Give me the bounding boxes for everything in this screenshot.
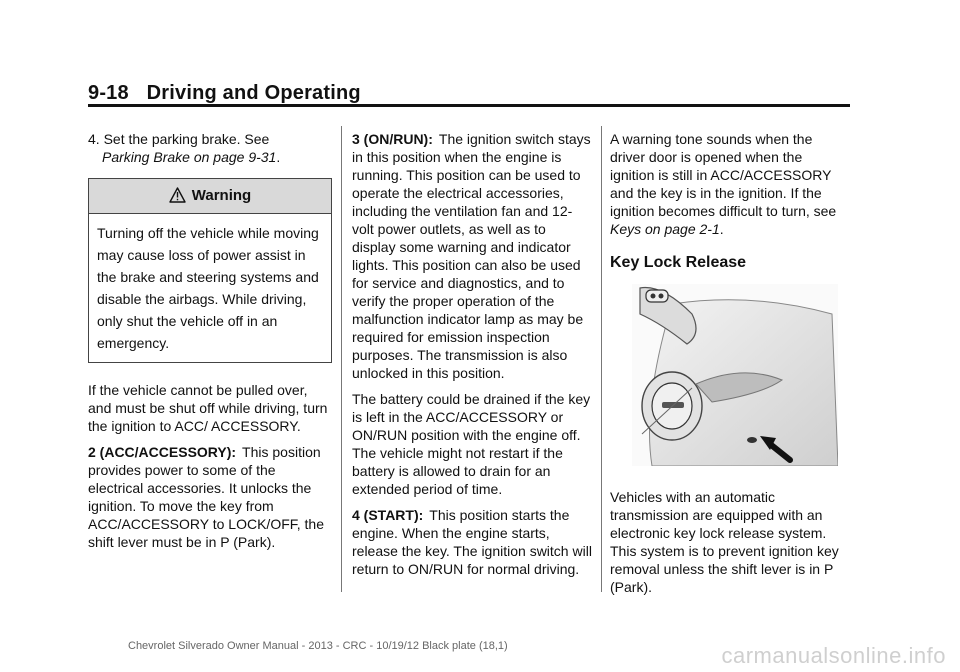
- watermark: carmanualsonline.info: [721, 643, 946, 668]
- page-footer: Chevrolet Silverado Owner Manual - 2013 - CRC - 10/19/12 Black plate (18,1): [128, 640, 508, 652]
- step-4: [88, 130, 332, 166]
- acc-paragraph: [88, 443, 332, 551]
- on-run-paragraph: [352, 130, 592, 382]
- header-rule: [88, 104, 850, 107]
- section-title: Driving and Operating: [146, 82, 361, 104]
- warning-box: [88, 178, 332, 363]
- column-divider: [601, 126, 602, 592]
- step-4-end: .: [276, 149, 281, 165]
- key-lock-release-paragraph: Vehicles with an automatic transmission are equipped with an electronic key lock release system. This system is to prevent ignition key removal unless the shift lever is in P (Park).: [610, 489, 839, 595]
- pull-over-paragraph: If the vehicle cannot be pulled over, and must be shut off while driving, turn the ignition to ACC/ ACCESSORY.: [88, 382, 328, 434]
- acc-term: 2 (ACC/ACCESSORY):: [88, 444, 237, 460]
- on-run-text: The ignition switch stays in this position when the engine is running. This position can be used to operate the electrical accessories, including the ventilation fan and 12-volt power outlets, as well as to display some warning and indicator lights. This position can also be used for service and diagnostics, and to verify the proper operation of the malfunction indicator lamp as may be required for emission inspection purposes. The transmission is also unlocked in this position.: [352, 131, 591, 381]
- column-divider: [341, 126, 342, 592]
- keys-link[interactable]: Keys on page 2-1: [610, 221, 720, 237]
- column-3: [610, 130, 850, 604]
- parking-brake-link[interactable]: Parking Brake on page 9-31: [102, 149, 277, 165]
- key-lock-release-illustration: [632, 284, 838, 466]
- warning-body: Turning off the vehicle while moving may cause loss of power assist in the brake and steering systems and disable the airbags. While driving, only shut the vehicle off in an emergency.: [97, 225, 319, 351]
- warning-tone-end: .: [719, 221, 724, 237]
- start-text: This position starts the engine. When the engine starts, release the key. The ignition switch will return to ON/RUN for normal driving.: [352, 507, 592, 577]
- warning-tone-text: A warning tone sounds when the driver door is opened when the ignition is still in ACC/ACCESSORY and the key is in the ignition. If the ignition becomes difficult to turn, see: [610, 131, 837, 219]
- warning-triangle-icon: [169, 182, 186, 216]
- key-lock-release-heading: Key Lock Release: [610, 254, 747, 271]
- warning-tone-paragraph: [610, 130, 850, 238]
- battery-paragraph: The battery could be drained if the key is left in the ACC/ACCESSORY or ON/RUN position with the engine off. The vehicle might not restart if the battery is allowed to drain for an extended period of time.: [352, 391, 591, 497]
- on-run-term: 3 (ON/RUN):: [352, 131, 433, 147]
- warning-header: [89, 179, 331, 214]
- step-4-text: 4. Set the parking brake. See: [88, 131, 270, 147]
- acc-text: This position provides power to some of the electrical accessories. It unlocks the ignition. To move the key from ACC/ACCESSORY to LOCK/OFF, the shift lever must be in P (Park).: [88, 444, 325, 550]
- start-term: 4 (START):: [352, 507, 424, 523]
- column-2: [352, 130, 592, 586]
- start-paragraph: [352, 506, 592, 578]
- warning-title: Warning: [191, 187, 252, 204]
- page-number: 9-18: [88, 82, 129, 104]
- column-1: [88, 130, 332, 559]
- page-header: [88, 82, 361, 105]
